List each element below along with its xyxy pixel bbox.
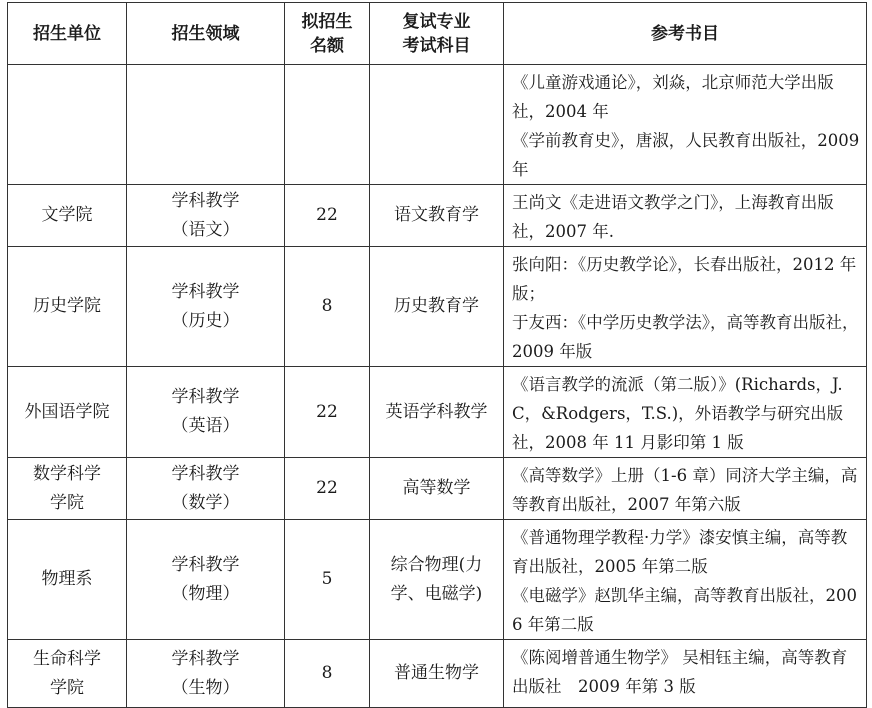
cell-unit: 文学院: [8, 185, 127, 247]
cell-refs: 《语言教学的流派（第二版）》(Richards，J.C，&Rodgers，T.S.)，外语教学与研究出版社，2008 年 11 月影印第 1 版: [504, 367, 867, 458]
header-quota: 拟招生 名额: [285, 3, 370, 65]
cell-field: 学科教学 （物理）: [127, 520, 285, 640]
cell-quota: 22: [285, 458, 370, 520]
cell-field: [127, 65, 285, 185]
table-row: [8, 458, 867, 520]
table-row: [8, 247, 867, 367]
table-row: [8, 520, 867, 640]
header-row: [8, 3, 867, 65]
cell-subject: 高等数学: [370, 458, 504, 520]
cell-field: 学科教学 （英语）: [127, 367, 285, 458]
cell-field: 学科教学 （生物）: [127, 640, 285, 708]
cell-quota: 22: [285, 367, 370, 458]
table-row: [8, 640, 867, 708]
cell-subject: [370, 65, 504, 185]
cell-unit: [8, 65, 127, 185]
cell-quota: 22: [285, 185, 370, 247]
cell-field: 学科教学 （数学）: [127, 458, 285, 520]
cell-subject: 综合物理(力 学、电磁学): [370, 520, 504, 640]
cell-quota: 8: [285, 247, 370, 367]
cell-unit: 生命科学 学院: [8, 640, 127, 708]
cell-refs: 《普通物理学教程·力学》漆安慎主编，高等教育出版社，2005 年第二版 《电磁学》赵凯华主编，高等教育出版社，2006 年第二版: [504, 520, 867, 640]
header-unit: 招生单位: [8, 3, 127, 65]
table-row: [8, 65, 867, 185]
cell-refs: 《高等数学》上册（1-6 章）同济大学主编，高等教育出版社，2007 年第六版: [504, 458, 867, 520]
cell-field: 学科教学 （语文）: [127, 185, 285, 247]
cell-quota: 5: [285, 520, 370, 640]
header-subject: 复试专业 考试科目: [370, 3, 504, 65]
cell-field: 学科教学 （历史）: [127, 247, 285, 367]
cell-unit: 物理系: [8, 520, 127, 640]
cell-subject: 英语学科教学: [370, 367, 504, 458]
header-field: 招生领域: [127, 3, 285, 65]
cell-quota: [285, 65, 370, 185]
cell-subject: 语文教育学: [370, 185, 504, 247]
cell-refs: 王尚文《走进语文教学之门》，上海教育出版社，2007 年.: [504, 185, 867, 247]
cell-unit: 数学科学 学院: [8, 458, 127, 520]
cell-subject: 历史教育学: [370, 247, 504, 367]
cell-subject: 普通生物学: [370, 640, 504, 708]
cell-unit: 历史学院: [8, 247, 127, 367]
cell-unit: 外国语学院: [8, 367, 127, 458]
cell-refs: 张向阳：《历史教学论》，长春出版社，2012 年版； 于友西：《中学历史教学法》，高等教育出版社，2009 年版: [504, 247, 867, 367]
cell-quota: 8: [285, 640, 370, 708]
table-row: [8, 185, 867, 247]
cell-refs: 《儿童游戏通论》，刘焱，北京师范大学出版社，2004 年 《学前教育史》，唐淑，人民教育出版社，2009 年: [504, 65, 867, 185]
table-row: [8, 367, 867, 458]
header-refs: 参考书目: [504, 3, 867, 65]
admissions-table: [7, 2, 867, 708]
cell-refs: 《陈阅增普通生物学》 吴相钰主编，高等教育出版社 2009 年第 3 版: [504, 640, 867, 708]
